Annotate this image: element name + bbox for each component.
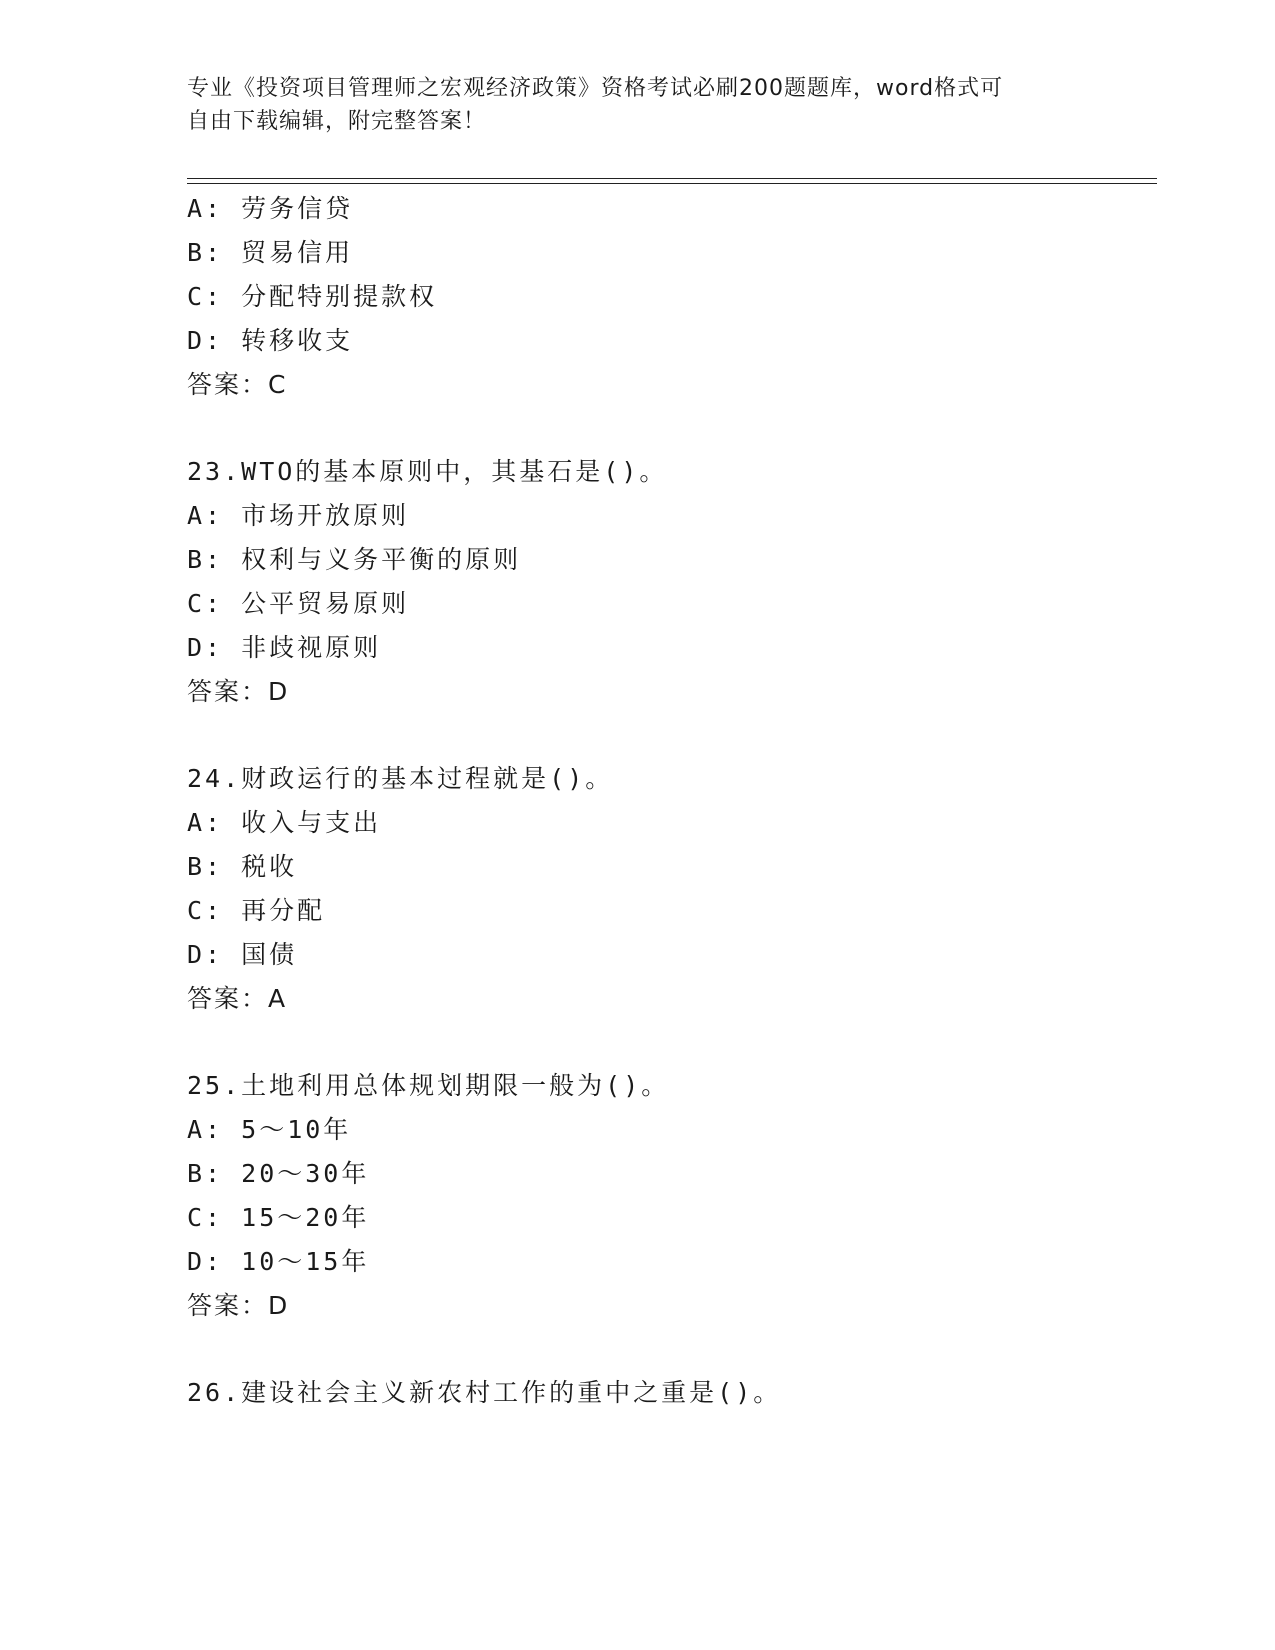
header-line-1: 专业《投资项目管理师之宏观经济政策》资格考试必刷200题题库，word格式可 — [187, 76, 1004, 101]
q23-answer: 答案：D — [187, 677, 290, 706]
q25-question: 25.土地利用总体规划期限一般为()。 — [187, 1071, 670, 1100]
header-divider-bottom — [187, 183, 1157, 184]
q25-option-c: C: 15～20年 — [187, 1203, 370, 1232]
q26-question: 26.建设社会主义新农村工作的重中之重是()。 — [187, 1378, 782, 1407]
q25-option-b: B: 20～30年 — [187, 1159, 370, 1188]
q25-option-d: D: 10～15年 — [187, 1247, 370, 1276]
q22-option-b: B: 贸易信用 — [187, 238, 354, 267]
q24-option-c: C: 再分配 — [187, 896, 326, 925]
header-line-2: 自由下载编辑，附完整答案！ — [187, 109, 487, 134]
q24-option-a: A: 收入与支出 — [187, 808, 382, 837]
q22-option-a: A: 劳务信贷 — [187, 194, 354, 223]
q23-question: 23.WTO的基本原则中，其基石是()。 — [187, 457, 668, 486]
header-divider-top — [187, 178, 1157, 179]
q24-option-d: D: 国债 — [187, 940, 298, 969]
q25-option-a: A: 5～10年 — [187, 1115, 352, 1144]
q22-option-c: C: 分配特别提款权 — [187, 282, 438, 311]
q23-option-d: D: 非歧视原则 — [187, 633, 382, 662]
q25-answer: 答案：D — [187, 1291, 290, 1320]
q24-question: 24.财政运行的基本过程就是()。 — [187, 764, 614, 793]
document-header — [187, 72, 1087, 138]
q23-option-c: C: 公平贸易原则 — [187, 589, 410, 618]
q22-option-d: D: 转移收支 — [187, 326, 354, 355]
q22-answer: 答案：C — [187, 370, 288, 399]
q23-option-a: A: 市场开放原则 — [187, 501, 410, 530]
q23-option-b: B: 权利与义务平衡的原则 — [187, 545, 522, 574]
q24-answer: 答案：A — [187, 984, 288, 1013]
q24-option-b: B: 税收 — [187, 852, 298, 881]
